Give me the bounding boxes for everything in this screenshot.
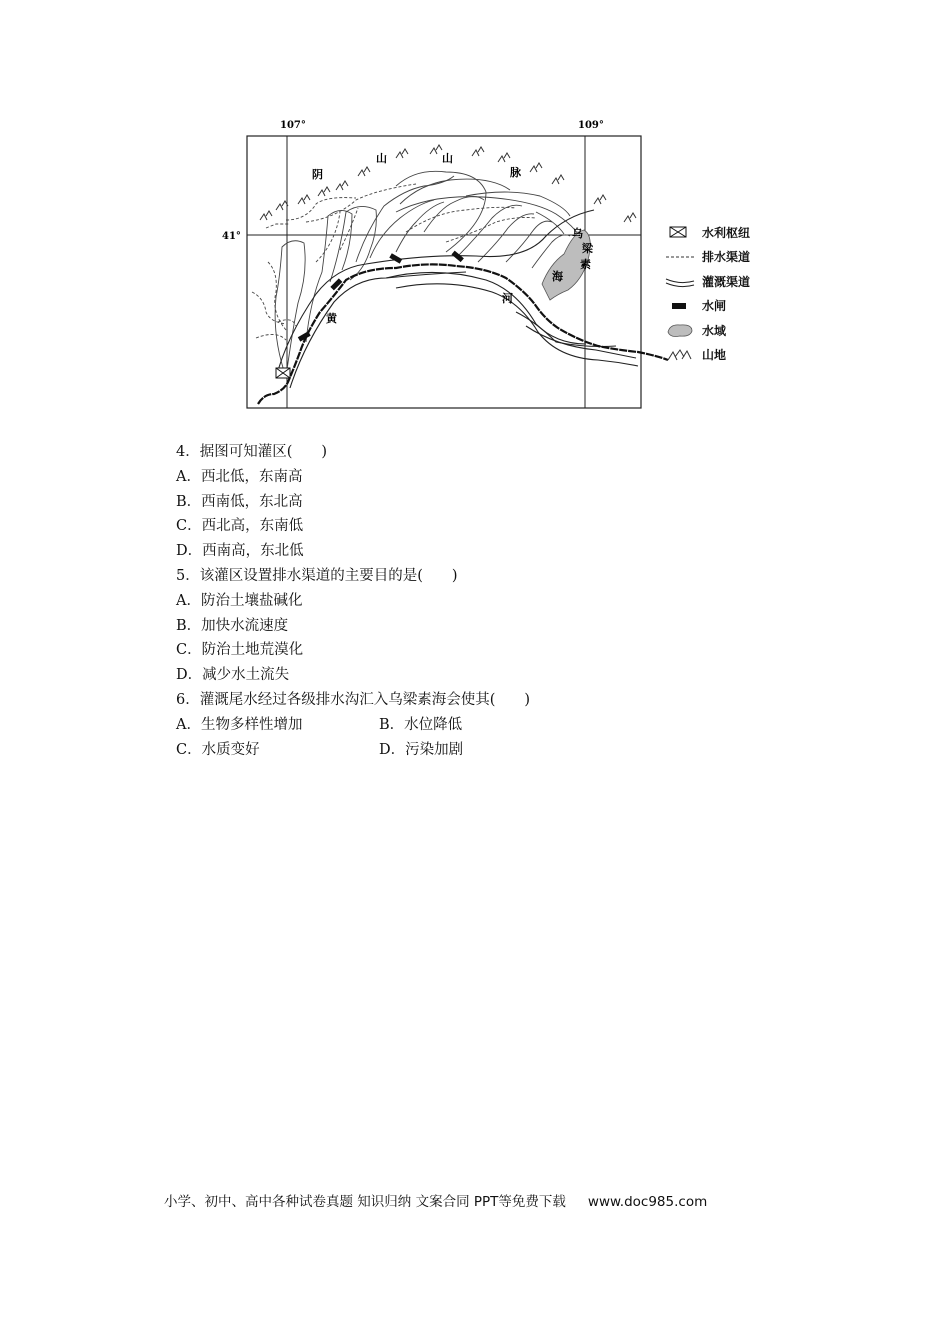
legend-label: 水利枢纽	[702, 225, 751, 240]
lake-label-3: 素	[580, 258, 591, 271]
question-4-option-c: C．西北高，东南低	[176, 518, 304, 535]
question-4-option-b: B．西南低，东北高	[176, 493, 303, 510]
drainage-channels	[252, 184, 536, 340]
lake-label-1: 乌	[572, 227, 583, 240]
legend-item-irrigation	[664, 269, 784, 294]
hub-symbol	[276, 368, 290, 378]
legend-label: 灌溉渠道	[702, 274, 751, 289]
irrigation-map	[222, 112, 646, 412]
question-6-option-d: D．污染加剧	[379, 741, 464, 758]
mountain-label-3: 山	[442, 152, 453, 165]
mountain-label-1: 阴	[312, 168, 323, 181]
river-label-2: 河	[502, 292, 513, 305]
mountain-label-2: 山	[376, 152, 387, 165]
legend-label: 水闸	[702, 299, 727, 314]
footer-text: 小学、初中、高中各种试卷真题 知识归纳 文案合同 PPT等免费下载	[164, 1194, 566, 1210]
irrigation-channel-icon	[664, 273, 696, 289]
sluice-3	[389, 253, 402, 263]
legend-item-mountain	[664, 343, 784, 368]
legend-item-hub	[664, 220, 784, 245]
legend-label: 山地	[702, 348, 727, 363]
question-6-stem: 6．灌溉尾水经过各级排水沟汇入乌梁素海会使其( )	[176, 691, 531, 708]
map-svg	[222, 112, 646, 412]
drainage-channel-icon	[664, 249, 696, 265]
question-6-options-row-2	[176, 738, 736, 763]
lon-right-label: 109°	[578, 120, 604, 131]
river-label-1: 黄	[326, 312, 337, 325]
footer-url[interactable]: www.doc985.com	[587, 1194, 708, 1210]
legend-label: 水域	[702, 323, 727, 338]
water-area-icon	[664, 322, 696, 338]
question-4-option-a: A．西北低，东南高	[176, 468, 303, 485]
question-6-options-row-1	[176, 713, 736, 738]
lon-left-label: 107°	[280, 120, 306, 131]
question-5-stem: 5．该灌区设置排水渠道的主要目的是( )	[176, 567, 458, 584]
sluice-icon	[664, 298, 696, 314]
map-legend	[664, 220, 784, 367]
lake-label-4: 海	[552, 270, 563, 283]
legend-item-sluice	[664, 294, 784, 319]
mountain-icon	[664, 347, 696, 363]
question-4-option-d: D．西南高，东北低	[176, 543, 304, 560]
hub-icon	[664, 224, 696, 240]
question-list	[176, 440, 736, 762]
lake-label-2: 梁	[582, 242, 593, 255]
question-4-stem: 4．据图可知灌区( )	[176, 444, 328, 460]
question-5-option-a: A．防治土壤盐碱化	[176, 592, 303, 609]
question-5-option-b: B．加快水流速度	[176, 617, 289, 634]
legend-item-drainage	[664, 245, 784, 270]
question-6-option-c: C．水质变好	[176, 741, 260, 758]
legend-item-water	[664, 318, 784, 343]
lat-label: 41°	[222, 231, 241, 242]
question-5-option-c: C．防治土地荒漠化	[176, 642, 304, 659]
question-5-option-d: D．减少水土流失	[176, 667, 290, 684]
question-6-option-b: B．水位降低	[379, 716, 463, 733]
mountain-label-4: 脉	[510, 166, 521, 179]
question-6-option-a: A．生物多样性增加	[176, 716, 303, 733]
legend-label: 排水渠道	[702, 250, 751, 265]
page-footer	[164, 1190, 707, 1210]
